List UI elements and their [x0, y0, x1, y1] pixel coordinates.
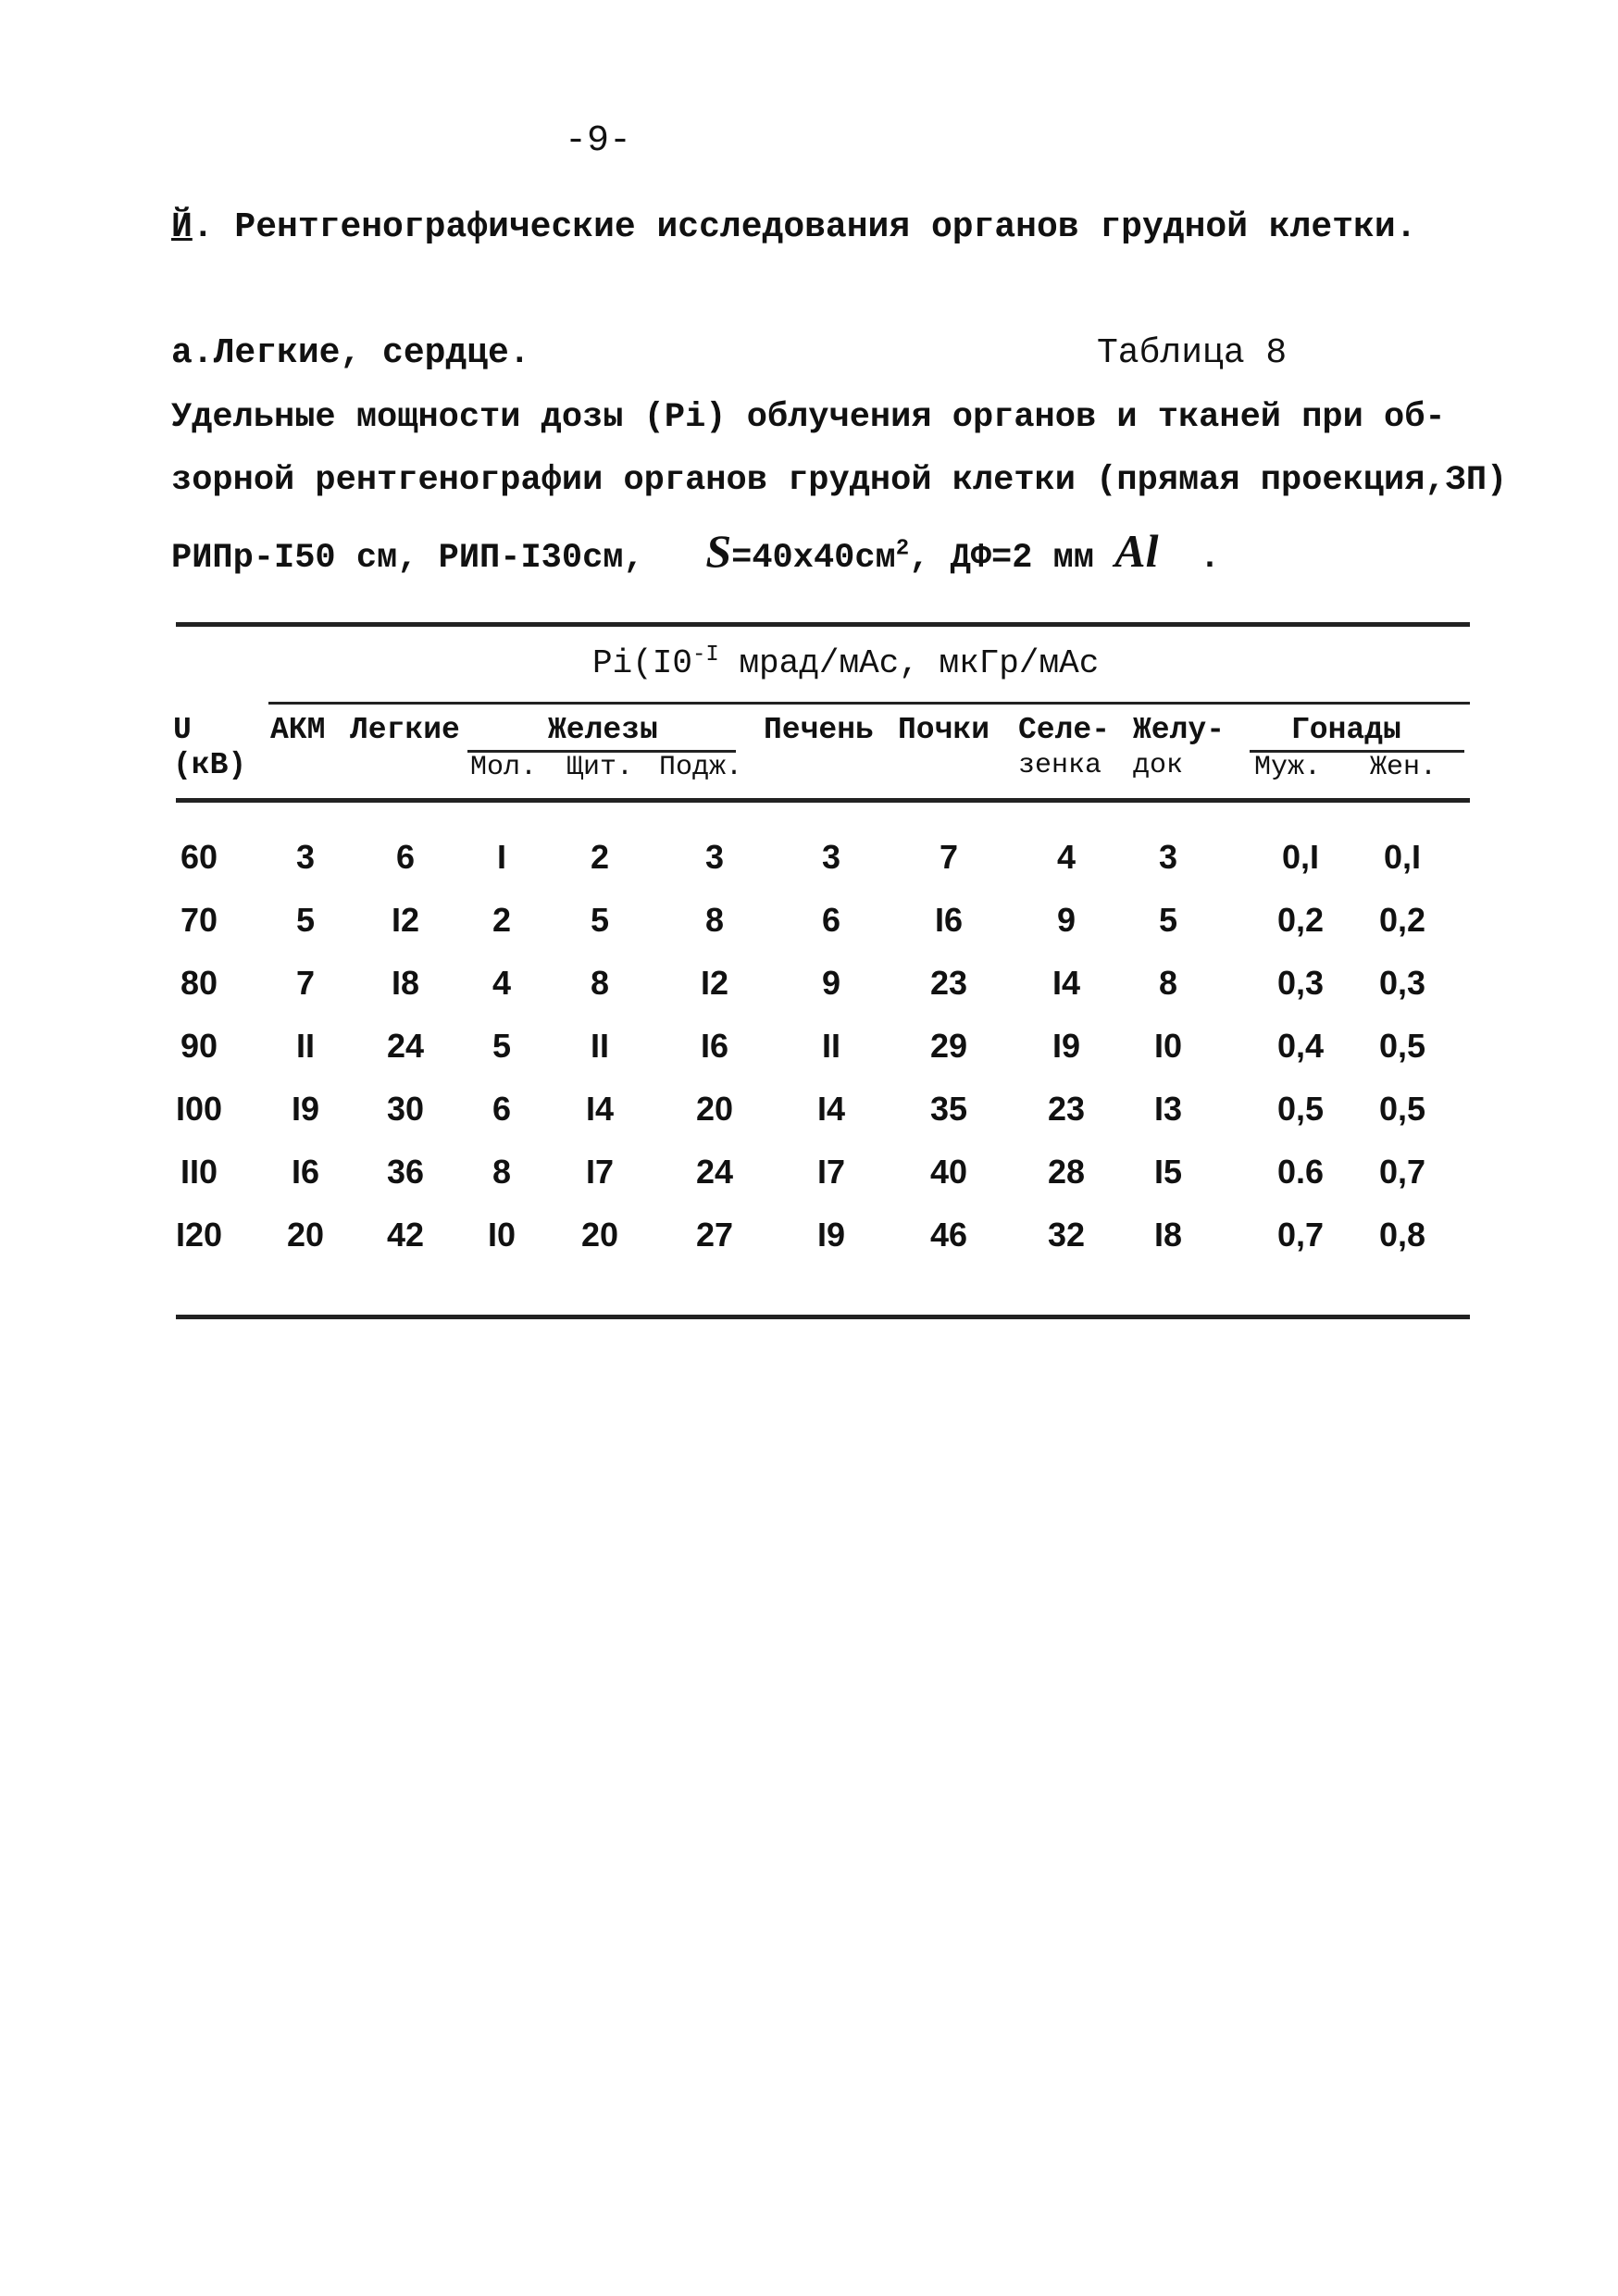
table-bottom-rule	[176, 1315, 1470, 1319]
table-row	[0, 1027, 1618, 1082]
table-cell: 20	[695, 1090, 734, 1128]
table-cell: 30	[386, 1090, 425, 1128]
table-cell: 0,4	[1276, 1027, 1325, 1065]
table-row	[0, 1153, 1618, 1208]
table-row	[0, 964, 1618, 1019]
header-gonads-male: Муж.	[1254, 752, 1322, 783]
table-cell: 0,3	[1276, 964, 1325, 1002]
table-cell: 0,3	[1378, 964, 1426, 1002]
table-cell: 0,8	[1378, 1216, 1426, 1254]
table-cell: 8	[590, 964, 610, 1002]
table-cell-voltage: 80	[180, 964, 218, 1002]
header-u: U	[173, 713, 192, 747]
table-cell: 4	[1056, 838, 1077, 876]
table-cell: I6	[934, 901, 964, 939]
table-cell: I3	[1153, 1090, 1183, 1128]
table-cell: 0,7	[1276, 1216, 1325, 1254]
table-units	[592, 643, 1099, 682]
table-cell: 5	[492, 1027, 512, 1065]
header-kidneys: Почки	[898, 713, 990, 747]
table-cell: 2	[590, 838, 610, 876]
table-cell: I2	[700, 964, 729, 1002]
table-cell: 0,2	[1378, 901, 1426, 939]
table-cell: 6	[821, 901, 841, 939]
table-cell: I9	[816, 1216, 846, 1254]
table-cell: 2	[492, 901, 512, 939]
header-akm: АКМ	[270, 713, 326, 747]
header-bottom-rule	[176, 798, 1470, 803]
table-cell: 0,5	[1276, 1090, 1325, 1128]
table-cell: II	[821, 1027, 840, 1065]
table-cell: I0	[487, 1216, 517, 1254]
table-cell: 6	[395, 838, 416, 876]
table-cell: I8	[391, 964, 420, 1002]
header-stomach-1: Желу-	[1133, 713, 1226, 747]
table-cell: I9	[1052, 1027, 1081, 1065]
units-underline-rule	[268, 702, 1470, 705]
table-top-rule	[176, 622, 1470, 627]
table-cell: I9	[291, 1090, 320, 1128]
table-cell: 0.6	[1276, 1153, 1325, 1191]
table-row	[0, 1216, 1618, 1271]
table-cell: 27	[695, 1216, 734, 1254]
caption-distances: РИПр-I50 см, РИП-I30см,	[171, 539, 644, 578]
header-lungs: Легкие	[350, 713, 460, 747]
table-cell: I5	[1153, 1153, 1183, 1191]
table-cell-voltage: I00	[175, 1090, 223, 1128]
table-cell: 5	[1158, 901, 1178, 939]
header-gonads-female: Жен.	[1370, 752, 1438, 783]
table-cell: 3	[1158, 838, 1178, 876]
table-cell: 42	[386, 1216, 425, 1254]
table-cell: 3	[295, 838, 316, 876]
table-label: Таблица 8	[1097, 333, 1288, 373]
section-title-text: . Рентгенографические исследования органов грудной клетки.	[192, 207, 1417, 247]
table-cell: I6	[700, 1027, 729, 1065]
caption-line-3	[171, 524, 1220, 578]
section-title	[171, 207, 1416, 247]
table-cell: 24	[695, 1153, 734, 1191]
header-spleen-1: Селе-	[1018, 713, 1111, 747]
table-cell: 6	[492, 1090, 512, 1128]
table-cell-voltage: 70	[180, 901, 218, 939]
header-glands-pancreas: Подж.	[659, 752, 743, 783]
table-cell: I8	[1153, 1216, 1183, 1254]
units-suffix: мрад/мАс, мкГр/мАс	[718, 644, 1100, 682]
table-cell: 0,5	[1378, 1027, 1426, 1065]
table-cell: 20	[286, 1216, 325, 1254]
table-cell: 29	[929, 1027, 968, 1065]
table-cell: 9	[1056, 901, 1077, 939]
table-cell: 23	[1047, 1090, 1086, 1128]
table-row	[0, 838, 1618, 893]
table-cell-voltage: I20	[175, 1216, 223, 1254]
table-cell: 36	[386, 1153, 425, 1191]
table-cell: 3	[704, 838, 725, 876]
table-cell: 0,5	[1378, 1090, 1426, 1128]
table-cell: 0,I	[1383, 838, 1422, 876]
table-cell: 0,I	[1281, 838, 1320, 876]
table-cell: 35	[929, 1090, 968, 1128]
header-spleen-2: зенка	[1018, 750, 1102, 781]
field-size: =40x40см	[731, 539, 896, 578]
field-symbol: S	[705, 525, 732, 577]
table-cell: 24	[386, 1027, 425, 1065]
table-cell: 0,2	[1276, 901, 1325, 939]
section-numeral: Й	[171, 207, 193, 247]
table-cell: 5	[590, 901, 610, 939]
filter-text: , ДФ=2 мм	[909, 539, 1095, 578]
table-cell: II	[590, 1027, 609, 1065]
subsection-title: а.Легкие, сердце.	[171, 333, 530, 373]
table-cell: 32	[1047, 1216, 1086, 1254]
table-cell: I7	[816, 1153, 846, 1191]
caption-line-2: зорной рентгенографии органов грудной клетки (прямая проекция,ЗП)	[171, 461, 1508, 500]
header-liver: Печень	[764, 713, 874, 747]
caption-end: .	[1199, 539, 1221, 578]
table-cell: 46	[929, 1216, 968, 1254]
table-cell: 3	[821, 838, 841, 876]
header-gonads: Гонады	[1291, 713, 1401, 747]
table-cell: 23	[929, 964, 968, 1002]
table-cell: 40	[929, 1153, 968, 1191]
table-cell-voltage: 90	[180, 1027, 218, 1065]
field-size-exponent: 2	[895, 536, 910, 562]
table-cell: 7	[939, 838, 959, 876]
header-stomach-2: док	[1133, 750, 1184, 781]
table-cell: I6	[291, 1153, 320, 1191]
header-u-unit: (кВ)	[173, 748, 247, 782]
table-row	[0, 1090, 1618, 1145]
units-exponent: -I	[692, 643, 719, 668]
table-cell: 4	[492, 964, 512, 1002]
header-glands-breast: Мол.	[470, 752, 538, 783]
table-cell: I4	[1052, 964, 1081, 1002]
table-cell: 7	[295, 964, 316, 1002]
table-cell: 8	[492, 1153, 512, 1191]
table-cell-voltage: II0	[180, 1153, 218, 1191]
caption-line-1: Удельные мощности дозы (Pi) облучения органов и тканей при об-	[171, 398, 1446, 437]
table-cell: I4	[816, 1090, 846, 1128]
table-cell: I2	[391, 901, 420, 939]
table-cell: 9	[821, 964, 841, 1002]
table-cell-voltage: 60	[180, 838, 218, 876]
header-glands-thyroid: Щит.	[566, 752, 634, 783]
table-cell: 0,7	[1378, 1153, 1426, 1191]
table-cell: I0	[1153, 1027, 1183, 1065]
table-cell: 8	[1158, 964, 1178, 1002]
header-glands: Железы	[548, 713, 658, 747]
table-cell: II	[295, 1027, 315, 1065]
table-cell: 20	[580, 1216, 619, 1254]
table-row	[0, 901, 1618, 956]
table-cell: I	[496, 838, 506, 876]
table-cell: 5	[295, 901, 316, 939]
table-cell: I7	[585, 1153, 615, 1191]
page-number: -9-	[565, 120, 632, 162]
aluminium-symbol: Al	[1114, 525, 1159, 577]
table-cell: I4	[585, 1090, 615, 1128]
table-cell: 8	[704, 901, 725, 939]
units-prefix: Pi(I0	[592, 644, 693, 682]
table-cell: 28	[1047, 1153, 1086, 1191]
